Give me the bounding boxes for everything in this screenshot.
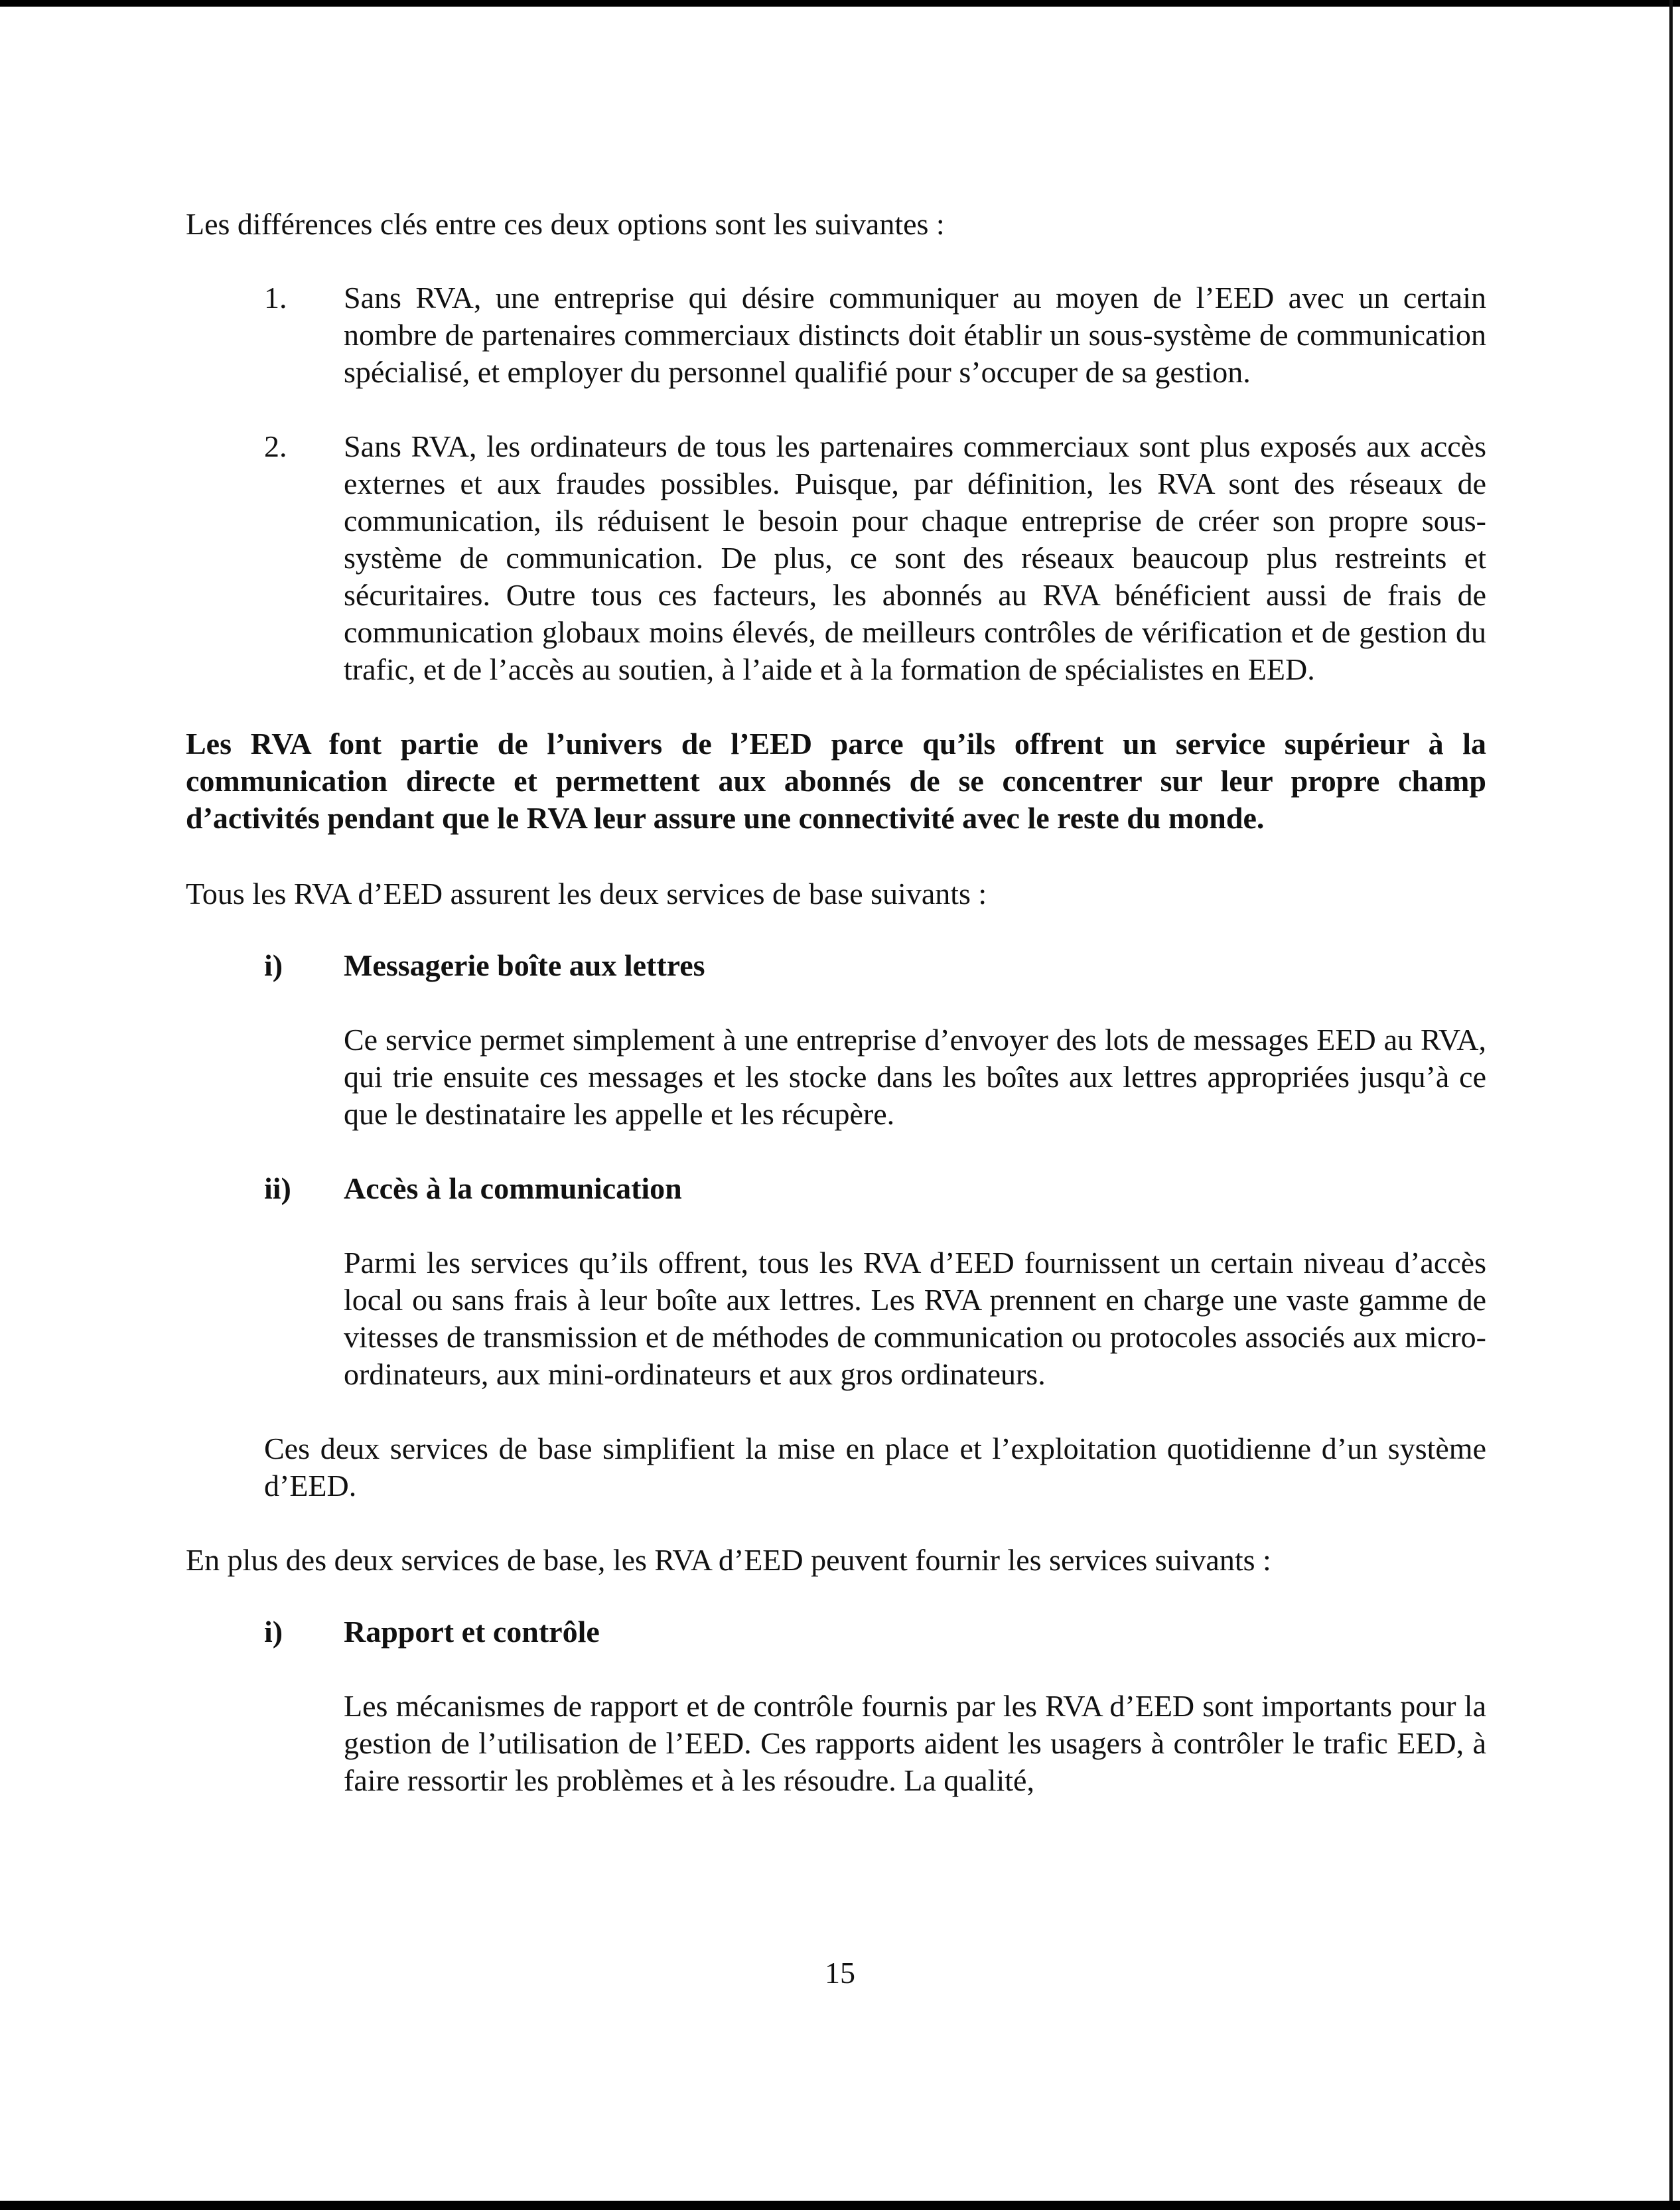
basic-services-summary: Ces deux services de base simplifient la mise en place et l’exploitation quotidienne d’un système d’EED. — [264, 1432, 1486, 1503]
scan-border-top — [0, 0, 1680, 7]
item-number: 1. — [264, 281, 287, 315]
section-heading-communication-access — [264, 1170, 1486, 1207]
section-body-communication-access: Parmi les services qu’ils offrent, tous les RVA d’EED fournissent un certain niveau d’accès local ou sans frais à leur boîte aux lettres. Les RVA prennent en charge une vaste gamme de vitesses de transmission et de méthodes de communication ou protocoles associés aux micro-ordinateurs, aux mini-ordinateurs et aux gros ordinateurs. — [344, 1246, 1486, 1391]
scan-border-bottom — [0, 2201, 1680, 2210]
section-heading-reporting — [264, 1613, 1486, 1651]
intro-paragraph: Les différences clés entre ces deux options sont les suivantes : — [186, 207, 945, 241]
section-body-mailbox: Ce service permet simplement à une entreprise d’envoyer des lots de messages EED au RVA, qui trie ensuite ces messages et les stocke dans les boîtes aux lettres appropriées jusqu’à ce que le destinataire les appelle et les récupère. — [344, 1023, 1486, 1131]
item-number: 2. — [264, 429, 287, 463]
document-body — [186, 206, 1486, 1836]
section-number: ii) — [264, 1171, 291, 1205]
section-body-reporting: Les mécanismes de rapport et de contrôle fournis par les RVA d’EED sont importants pour la gestion de l’utilisation de l’EED. Ces rapports aident les usagers à contrôler le trafic EED, à faire ressortir les problèmes et à les résoudre. La qualité, — [344, 1689, 1486, 1797]
section-title: Rapport et contrôle — [344, 1615, 600, 1649]
numbered-item-2 — [264, 428, 1486, 688]
numbered-item-1 — [264, 279, 1486, 391]
bold-summary-paragraph: Les RVA font partie de l’univers de l’EED parce qu’ils offrent un service supérieur à la communication directe et permettent aux abonnés de se concentrer sur leur propre champ d’activités pendant que le RVA leur assure une connectivité avec le reste du monde. — [186, 727, 1486, 835]
basic-services-intro: Tous les RVA d’EED assurent les deux services de base suivants : — [186, 877, 987, 911]
section-number: i) — [264, 1615, 283, 1649]
section-heading-mailbox — [264, 947, 1486, 984]
item-text: Sans RVA, les ordinateurs de tous les partenaires commerciaux sont plus exposés aux accès externes et aux fraudes possibles. Puisque, par définition, les RVA sont des réseaux de communication, ils réduisent le besoin pour chaque entreprise de créer son propre sous-système de communication. De plus, ce sont des réseaux beaucoup plus restreints et sécuritaires. Outre tous ces facteurs, les abonnés au RVA bénéficient aussi de frais de communication globaux moins élevés, de meilleurs contrôles de vérification et de gestion du trafic, et de l’accès au soutien, à l’aide et à la formation de spécialistes en EED. — [344, 429, 1486, 686]
item-text: Sans RVA, une entreprise qui désire communiquer au moyen de l’EED avec un certain nombre de partenaires commerciaux distincts doit établir un sous-système de communication spécialisé, et employer du personnel qualifié pour s’occuper de sa gestion. — [344, 281, 1486, 389]
section-number: i) — [264, 948, 283, 982]
extra-services-intro: En plus des deux services de base, les RVA d’EED peuvent fournir les services suivants : — [186, 1543, 1271, 1577]
page-number: 15 — [825, 1956, 855, 1990]
section-title: Messagerie boîte aux lettres — [344, 948, 705, 982]
section-title: Accès à la communication — [344, 1171, 682, 1205]
scan-border-right — [1669, 0, 1673, 2210]
